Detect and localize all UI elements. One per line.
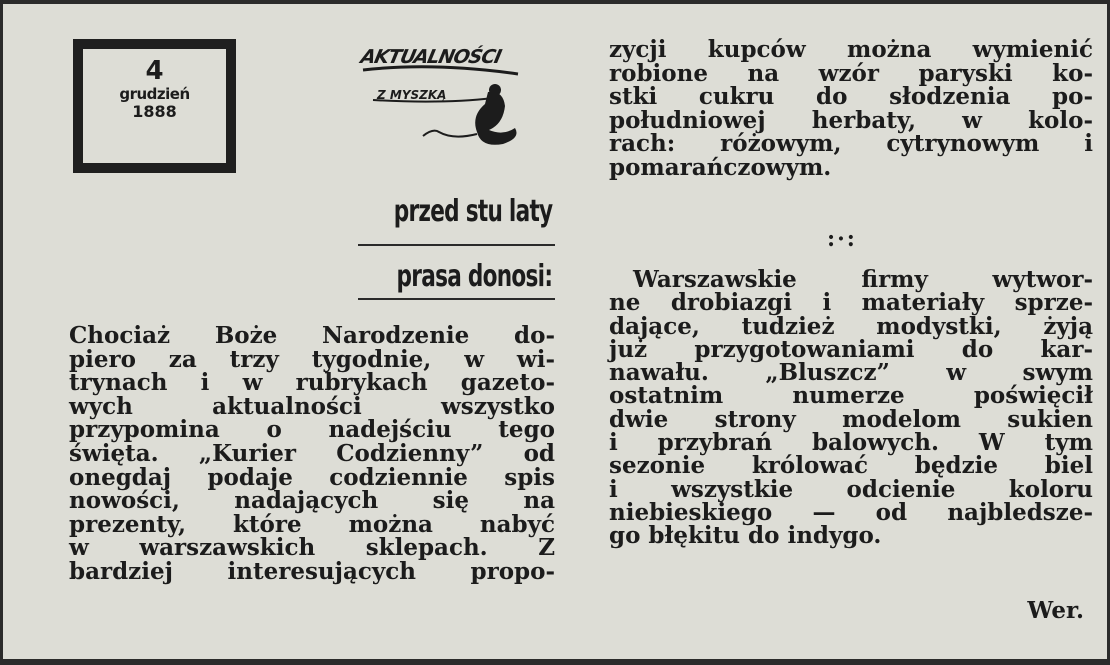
text-line: pomarańczowym. (609, 153, 832, 181)
text-line: w warszawskich sklepach. Z (69, 534, 555, 562)
text-line: nawału. „Bluszcz” w swym (609, 359, 1093, 387)
text-line: dające, tudzież modystki, żyją (609, 312, 1093, 340)
text-line: go błękitu do indygo. (609, 522, 882, 550)
text-line: niebieskiego — od najbledsze- (609, 498, 1093, 526)
logo-subtitle: Z MYSZKĄ (377, 88, 447, 102)
date-year: 1888 (132, 102, 177, 121)
right-column-text-top (609, 38, 1093, 180)
text-line: onegdaj podaje codziennie spis (69, 463, 555, 491)
left-column-text (69, 324, 555, 584)
text-line: Chociaż Boże Narodzenie do- (69, 322, 555, 349)
section-header: przed stu laty (393, 194, 552, 229)
text-line: południowej herbaty, w kolo- (609, 106, 1093, 134)
text-line: nowości, nadających się na (69, 487, 555, 515)
text-line: i wszystkie odcienie koloru (609, 475, 1093, 503)
date-day: 4 (145, 56, 164, 86)
text-line: prezenty, które można nabyć (69, 510, 555, 538)
text-line: już przygotowaniami do kar- (609, 335, 1093, 363)
text-line: przypomina o nadejściu tego (69, 416, 555, 444)
text-line: piero za trzy tygodnie, w wi- (69, 345, 555, 373)
text-line: święta. „Kurier Codzienny” od (69, 439, 555, 467)
text-line: bardziej interesujących propo- (69, 557, 555, 585)
text-line: stki cukru do słodzenia po- (609, 83, 1093, 111)
right-column-text-bottom (609, 268, 1093, 548)
text-line: zycji kupców można wymienić (609, 36, 1093, 63)
text-line: rach: różowym, cytrynowym i (609, 130, 1093, 158)
section-header: prasa donosi: (396, 259, 552, 294)
header-rule (358, 298, 555, 300)
text-line: ne drobiazgi i materiały sprze- (609, 289, 1093, 317)
text-line: dwie strony modelom sukien (609, 405, 1093, 433)
column-logo (353, 40, 533, 152)
date-box (73, 39, 236, 173)
author-signature: Wer. (1027, 597, 1084, 624)
text-line: ostatnim numerze poświęcił (609, 382, 1093, 410)
header-rule (358, 244, 555, 246)
section-separator: :·: (827, 226, 857, 252)
text-line: trynach i w rubrykach gazeto- (69, 369, 555, 397)
text-line: sezonie królować będzie biel (609, 452, 1093, 480)
text-line: Warszawskie firmy wytwor- (633, 266, 1093, 293)
logo-title: AKTUALNOŚCI (358, 46, 503, 68)
text-line: wych aktualności wszystko (69, 392, 555, 420)
text-line: i przybrań balowych. W tym (609, 429, 1093, 457)
text-line: robione na wzór paryski ko- (609, 59, 1093, 87)
date-month: grudzień (119, 85, 190, 103)
